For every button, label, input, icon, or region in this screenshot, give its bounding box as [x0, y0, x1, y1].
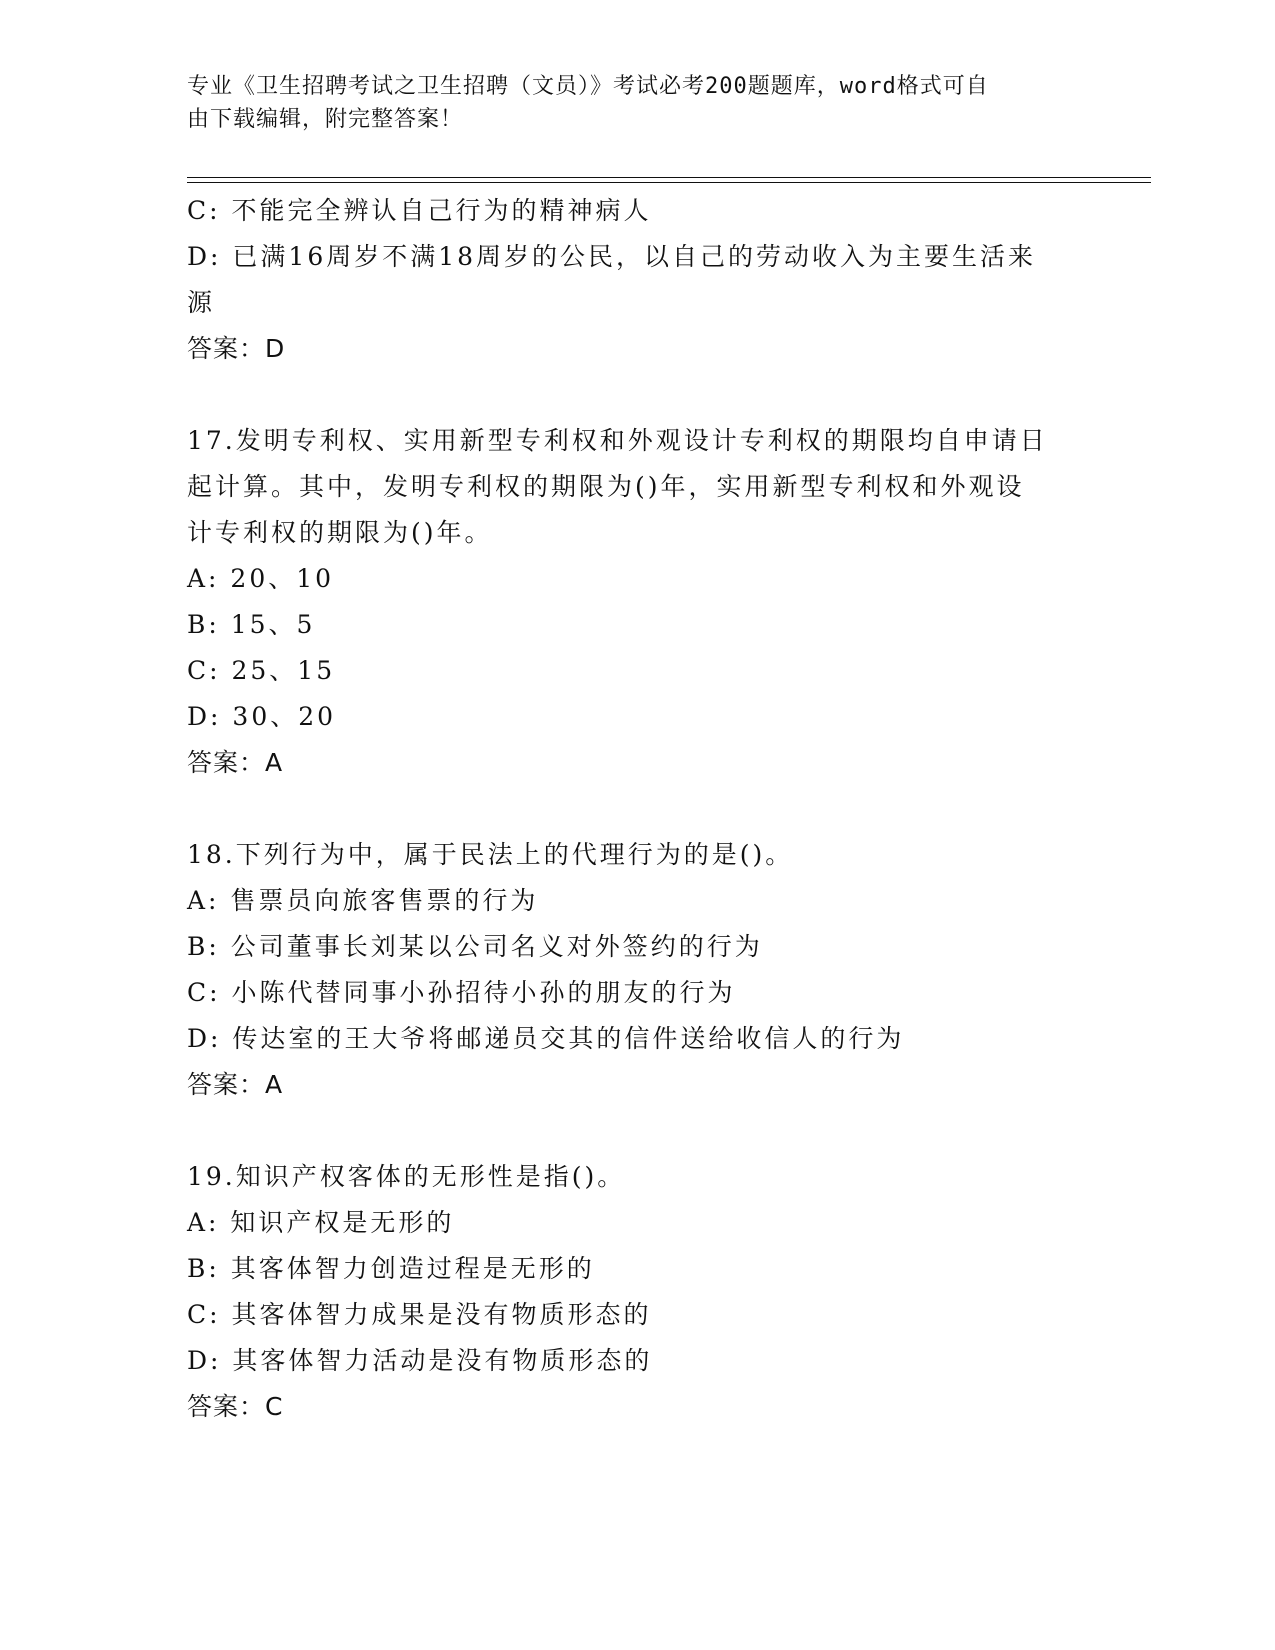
question-stem-line-1: 17.发明专利权、实用新型专利权和外观设计专利权的期限均自申请日	[187, 426, 1048, 455]
header-line-2: 由下载编辑，附完整答案！	[187, 107, 464, 132]
document-body	[187, 188, 1067, 1430]
answer: 答案：A	[187, 748, 284, 777]
option-d-line-2: 源	[187, 288, 216, 317]
question-block-19	[187, 1154, 1067, 1430]
option-d-line-1: D: 已满16周岁不满18周岁的公民，以自己的劳动收入为主要生活来	[187, 242, 1037, 271]
option-c: C: 其客体智力成果是没有物质形态的	[187, 1300, 652, 1329]
option-a: A: 知识产权是无形的	[187, 1208, 455, 1237]
header-line-1: 专业《卫生招聘考试之卫生招聘（文员）》考试必考200题题库，word格式可自	[187, 74, 989, 99]
option-d: D: 其客体智力活动是没有物质形态的	[187, 1346, 653, 1375]
question-stem: 18.下列行为中，属于民法上的代理行为的是()。	[187, 840, 794, 869]
question-stem-line-3: 计专利权的期限为()年。	[187, 518, 493, 547]
spacer	[187, 372, 1067, 418]
question-block-18	[187, 832, 1067, 1108]
option-d: D: 传达室的王大爷将邮递员交其的信件送给收信人的行为	[187, 1024, 905, 1053]
document-header	[187, 70, 1067, 136]
option-b: B: 公司董事长刘某以公司名义对外签约的行为	[187, 932, 763, 961]
question-stem-line-2: 起计算。其中，发明专利权的期限为()年，实用新型专利权和外观设	[187, 472, 1025, 501]
option-c: C: 25、15	[187, 656, 336, 685]
header-divider-top	[187, 177, 1151, 178]
question-block-17	[187, 418, 1067, 786]
spacer	[187, 786, 1067, 832]
option-d: D: 30、20	[187, 702, 337, 731]
option-a: A: 售票员向旅客售票的行为	[187, 886, 539, 915]
answer: 答案：D	[187, 334, 286, 363]
option-b: B: 其客体智力创造过程是无形的	[187, 1254, 595, 1283]
question-stem: 19.知识产权客体的无形性是指()。	[187, 1162, 626, 1191]
answer: 答案：C	[187, 1392, 284, 1421]
spacer	[187, 1108, 1067, 1154]
option-a: A: 20、10	[187, 564, 335, 593]
question-block-prev	[187, 188, 1067, 372]
header-divider-bottom	[187, 182, 1151, 183]
option-b: B: 15、5	[187, 610, 316, 639]
answer: 答案：A	[187, 1070, 284, 1099]
option-c: C: 小陈代替同事小孙招待小孙的朋友的行为	[187, 978, 736, 1007]
option-c: C: 不能完全辨认自己行为的精神病人	[187, 196, 652, 225]
